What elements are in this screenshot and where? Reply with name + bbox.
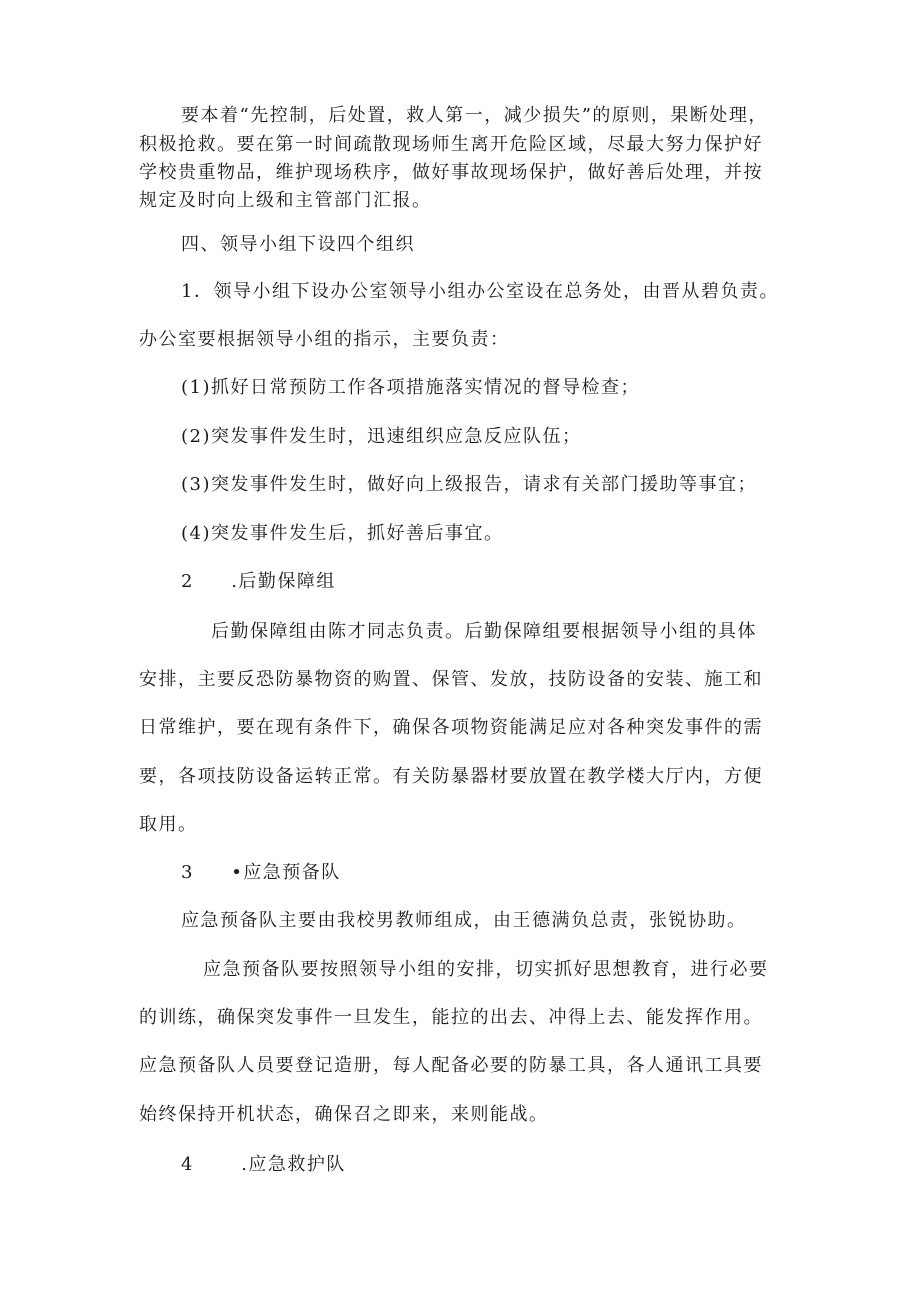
paragraph-line: 安排，主要反恐防暴物资的购置、保管、发放，技防设备的安装、施工和 [139, 669, 763, 690]
section-heading-3 [181, 858, 341, 884]
section-number: 4 [181, 1154, 194, 1175]
section-title: .应急救护队 [241, 1154, 346, 1175]
paragraph-line: 1．领导小组下设办公室领导小组办公室设在总务处，由晋从碧负责。 [181, 281, 779, 302]
section-number: 3 [181, 862, 194, 883]
paragraph-line: 积极抢救。要在第一时间疏散现场师生离开危险区域，尽最大努力保护好 [139, 134, 763, 155]
list-item: (3)突发事件发生时，做好向上级报告，请求有关部门援助等事宜； [181, 474, 757, 495]
section-heading: 四、领导小组下设四个组织 [181, 234, 415, 255]
paragraph-line: 要，各项技防设备运转正常。有关防暴器材要放置在教学楼大厅内，方便 [139, 766, 763, 787]
list-item: (1)抓好日常预防工作各项措施落实情况的督导检查； [181, 377, 640, 398]
paragraph-line: 学校贵重物品，维护现场秩序，做好事故现场保护，做好善后处理，并按 [139, 162, 763, 183]
section-title: .后勤保障组 [231, 571, 336, 592]
list-item: (2)突发事件发生时，迅速组织应急反应队伍； [181, 426, 582, 447]
paragraph-line: 办公室要根据领导小组的指示，主要负责： [139, 329, 510, 350]
paragraph-line: 规定及时向上级和主管部门汇报。 [139, 190, 432, 211]
paragraph-line: 应急预备队主要由我校男教师组成，由王德满负总责，张锐协助。 [181, 910, 747, 931]
paragraph-line: 取用。 [139, 814, 198, 835]
paragraph-line: 应急预备队人员要登记造册，每人配备必要的防暴工具，各人通讯工具要 [139, 1055, 763, 1076]
list-item: (4)突发事件发生后，抓好善后事宜。 [181, 523, 504, 544]
paragraph-line: 始终保持开机状态，确保召之即来，来则能战。 [139, 1104, 549, 1125]
section-heading-4 [181, 1150, 346, 1176]
section-number: 2 [181, 571, 194, 592]
section-title: •应急预备队 [231, 862, 341, 883]
paragraph-line: 应急预备队要按照领导小组的安排，切实抓好思想教育，进行必要 [203, 959, 769, 980]
paragraph-line: 的训练，确保突发事件一旦发生，能拉的出去、冲得上去、能发挥作用。 [139, 1007, 763, 1028]
paragraph-line: 后勤保障组由陈才同志负责。后勤保障组要根据领导小组的具体 [211, 621, 757, 642]
section-heading-2 [181, 567, 336, 593]
paragraph-line: 要本着“先控制，后处置，救人第一，减少损失”的原则，果断处理， [181, 105, 768, 126]
paragraph-line: 日常维护，要在现有条件下，确保各项物资能满足应对各种突发事件的需 [139, 717, 763, 738]
